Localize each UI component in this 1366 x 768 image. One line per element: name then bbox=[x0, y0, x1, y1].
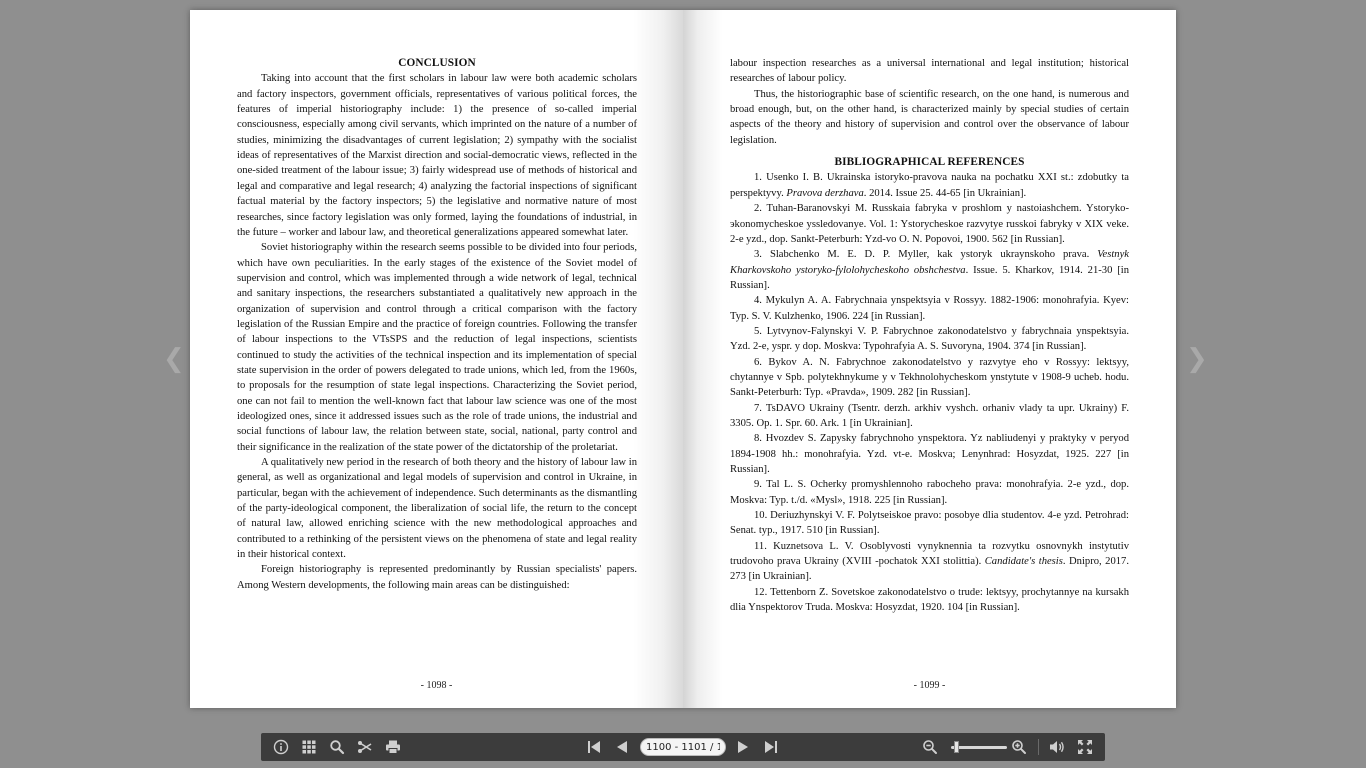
reference-text: 12. Tettenborn Z. Sovetskoe zakonodatelstvo o trude: lektsyy, prochytannye na kursakh dlia Ynspektorov Truda. Moskva: Hosyzdat, 1920. 104 [in Russian]. bbox=[730, 586, 1129, 614]
reference-item bbox=[730, 477, 1129, 508]
reference-text: 9. Tal L. S. Ocherky promyshlennoho rabocheho prava: monohrafyia. 2-e yzd., dop. Moskva: Typ. t./d. «Mysl», 1918. 225 [in Russian]. bbox=[730, 479, 1129, 506]
reference-text: 11. Kuznetsova L. V. Osoblyvosti vynyknennia ta rozvytku osnovnykh instytutiv trudovoho prava Ukrainy (XVIII -pochatok XXI stolittia). bbox=[730, 540, 1129, 568]
reference-text: 8. Hvozdev S. Zapysky fabrychnoho ynspektora. Yz nabliudenyi y praktyky v peryod 1894-1908 hh.: monohrafyia. Yzd. vt-e. Moskva; Lenynhrad: Hosyzdat, 1925. 227 [in Russian]. bbox=[730, 433, 1129, 475]
reference-item bbox=[730, 201, 1129, 247]
zoom-slider[interactable] bbox=[951, 741, 1007, 753]
reference-item bbox=[730, 170, 1129, 201]
paragraph: Foreign historiography is represented predominantly by Russian specialists' papers. Among Western developments, the following main areas can be distinguished: bbox=[237, 564, 637, 591]
thumbnails-icon[interactable] bbox=[299, 737, 319, 757]
share-icon[interactable] bbox=[355, 737, 375, 757]
bibliography-heading: BIBLIOGRAPHICAL REFERENCES bbox=[834, 156, 1025, 169]
reference-text: 5. Lytvynov-Falynskyi V. P. Fabrychnoe zakonodatelstvo y fabrychnaia ynspektsyia. Yzd. 2-e, yspr. y dop. Moskva: Typohrafyia A. S. Suvoryna, 1904. 374 [in Russian]. bbox=[730, 325, 1129, 353]
reference-text: 3. Slabchenko M. E. D. P. Myller, kak ystoryk ukraynskoho prava. bbox=[754, 249, 1098, 261]
next-page-icon[interactable] bbox=[733, 737, 753, 757]
reference-text: . Issue. 5. Kharkov, 1914. 21-30 [in Russian]. bbox=[730, 264, 1129, 291]
reference-item bbox=[730, 293, 1129, 324]
reference-item bbox=[730, 247, 1129, 293]
previous-spread-arrow[interactable]: ❮ bbox=[163, 344, 185, 374]
reference-list bbox=[730, 170, 1129, 615]
reference-text: 4. Mykulyn A. A. Fabrychnaia ynspektsyia v Rossyy. 1882-1906: monohrafyia. Kyev: Typ. S. V. Kulzhenko, 1906. 224 [in Russian]. bbox=[730, 295, 1129, 322]
reference-source-title: Candidate's thesis bbox=[984, 556, 1063, 568]
right-page-number: - 1099 - bbox=[913, 680, 946, 691]
reference-text: . 2014. Issue 25. 44-65 [in Ukrainian]. bbox=[863, 187, 1027, 199]
reference-text: 1. Usenko I. B. Ukrainska istoryko-pravova nauka na pochatku XXI st.: zdobutky ta perspektyvy. bbox=[730, 172, 1129, 199]
first-page-icon[interactable] bbox=[584, 737, 604, 757]
zoom-slider-track bbox=[951, 746, 1007, 749]
reference-source-title: Pravova derzhava bbox=[786, 187, 864, 199]
sound-icon[interactable] bbox=[1047, 737, 1067, 757]
last-page-icon[interactable] bbox=[761, 737, 781, 757]
reference-text: 6. Bykov A. N. Fabrychnoe zakonodatelstvo y razvytye eho v Rossyy: lektsyy, chytannye v Spb. polytekhnykume y v Tekhnolohycheskom ynstytute v 1908-9 ucheb. hodu. Sankt-Peterburh: Typ. «Pravda», 1909. 282 [in Russian]. bbox=[730, 356, 1129, 399]
right-page-content bbox=[730, 56, 1129, 615]
reference-source-title: Vestnyk Kharkovskoho ystoryko-fylolohycheskoho obshchestva bbox=[730, 249, 1129, 276]
reference-item bbox=[730, 539, 1129, 585]
page-number-input[interactable] bbox=[640, 738, 726, 756]
conclusion-heading: CONCLUSION bbox=[398, 57, 476, 69]
reference-text: 10. Deriuzhynskyi V. F. Polytseiskoe pravo: posobye dlia studentov. 4-e yzd. Petrohrad: Senat. typ., 1917. 510 [in Russian]. bbox=[730, 510, 1129, 537]
reference-text: . Dnipro, 2017. 273 [in Ukrainian]. bbox=[730, 556, 1130, 583]
zoom-out-icon[interactable] bbox=[920, 737, 940, 757]
prev-page-icon[interactable] bbox=[612, 737, 632, 757]
zoom-in-icon[interactable] bbox=[1009, 737, 1029, 757]
paragraph: Thus, the historiographic base of scientific research, on the one hand, is numerous and broad enough, but, on the other hand, is characterized mainly by special studies of certain aspects of the theory and history of supervision and control over the observance of labour legislation. bbox=[730, 88, 1129, 146]
toolbar-separator bbox=[1038, 739, 1039, 755]
info-icon[interactable] bbox=[271, 737, 291, 757]
paragraph: A qualitatively new period in the research of both theory and the history of labour law in general, as well as organizational and legal models of supervision and control in Ukraine, in particular, began with the achievement of independence. Such determinants as the dismantling of the party-ideological component, the liberalization of social life, the return to the concept of natural law, allowed enriching science with the new methodological approaches and contributed to a rethinking of the persistent views on the phenomena of state and legal reality in their historical context. bbox=[237, 457, 637, 561]
left-page-number: - 1098 - bbox=[420, 680, 453, 691]
fullscreen-icon[interactable] bbox=[1075, 737, 1095, 757]
paragraph: Soviet historiography within the research seems possible to be divided into four periods, which have own peculiarities. In the early stages of the existence of the Soviet model of supervision and control, which was implemented through a wide network of legal, technical and sanitary inspections, the researchers substantiated a qualitatively new approach in the organization of supervision and control through a critical comparison with the factory legislation of the Russian Empire and the practice of foreign countries. Following the transfer of labour inspections to the VTsSPS and the reduction of legal inspections, scientists continued to study the activities of the technical inspection and its implementation of special state supervision in the order of powers delegated to trade unions, which led, from the 1960s, to proposals for the resumption of state legal inspections. Characterizing the Soviet period, one can not fail to mention the well-known fact that labour law science was one of the most ideologized ones, since it addressed issues such as the role of trade unions, the industrial and social functions of labour law, the relation between state, social, national, party control and their significance in the realization of the state power of the dictatorship of the proletariat. bbox=[237, 242, 637, 453]
reference-item bbox=[730, 355, 1129, 401]
reference-item bbox=[730, 324, 1129, 355]
reference-item bbox=[730, 585, 1129, 616]
reference-item bbox=[730, 401, 1129, 432]
paragraph: Taking into account that the first scholars in labour law were both academic scholars and factory inspectors, government officials, representatives of various political forces, the features of imperial historiography include: 1) the presence of so-called imperial consciousness, especially among civil servants, which imprinted on the nature of a number of studies, minimizing the disadvantages of current legislation; 2) sympathy with the socialist ideas of representatives of the Marxist direction and social-democratic views, reflected in the one-sided treatment of the labour issue; 3) fairly widespread use of methods of historical and legal and comparative and legal research; 4) analyzing the factorial inspections of significant factual material by the factory inspectors; 5) the legislative and normative nature of most researches, since factory legislation was only formed, laying the foundations of industrial, in the future – worker and labour law, and theoretical generalizations appeared somewhat later. bbox=[237, 73, 637, 238]
left-page[interactable] bbox=[190, 10, 683, 708]
next-spread-arrow[interactable]: ❯ bbox=[1186, 344, 1208, 374]
reference-item bbox=[730, 508, 1129, 539]
reference-text: 7. TsDAVO Ukrainy (Tsentr. derzh. arkhiv vyshch. orhaniv vlady ta upr. Ukrainy) F. 3305. Op. 1. Spr. 60. Ark. 1 [in Ukrainian]. bbox=[730, 402, 1129, 429]
continued-text: labour inspection researches as a universal international and legal institution; historical researches of labour policy. bbox=[730, 58, 1129, 85]
viewer-toolbar bbox=[261, 733, 1105, 761]
reference-text: 2. Tuhan-Baranovskyi M. Russkaia fabryka v proshlom y nastoiashchem. Ystoryko-эkonomycheskoe yssledovanye. Vol. 1: Ystorycheskoe razvytye russkoi fabryky v XIX veke. 2-e yzd., dop. Sankt-Peterburh: Yzd-vo O. N. Popovoi, 1900. 562 [in Russian]. bbox=[730, 203, 1129, 245]
right-page[interactable] bbox=[683, 10, 1176, 708]
zoom-slider-thumb[interactable] bbox=[954, 741, 959, 753]
search-icon[interactable] bbox=[327, 737, 347, 757]
print-icon[interactable] bbox=[383, 737, 403, 757]
left-page-content bbox=[237, 56, 637, 593]
reference-item bbox=[730, 431, 1129, 477]
book-spread bbox=[190, 10, 1176, 708]
